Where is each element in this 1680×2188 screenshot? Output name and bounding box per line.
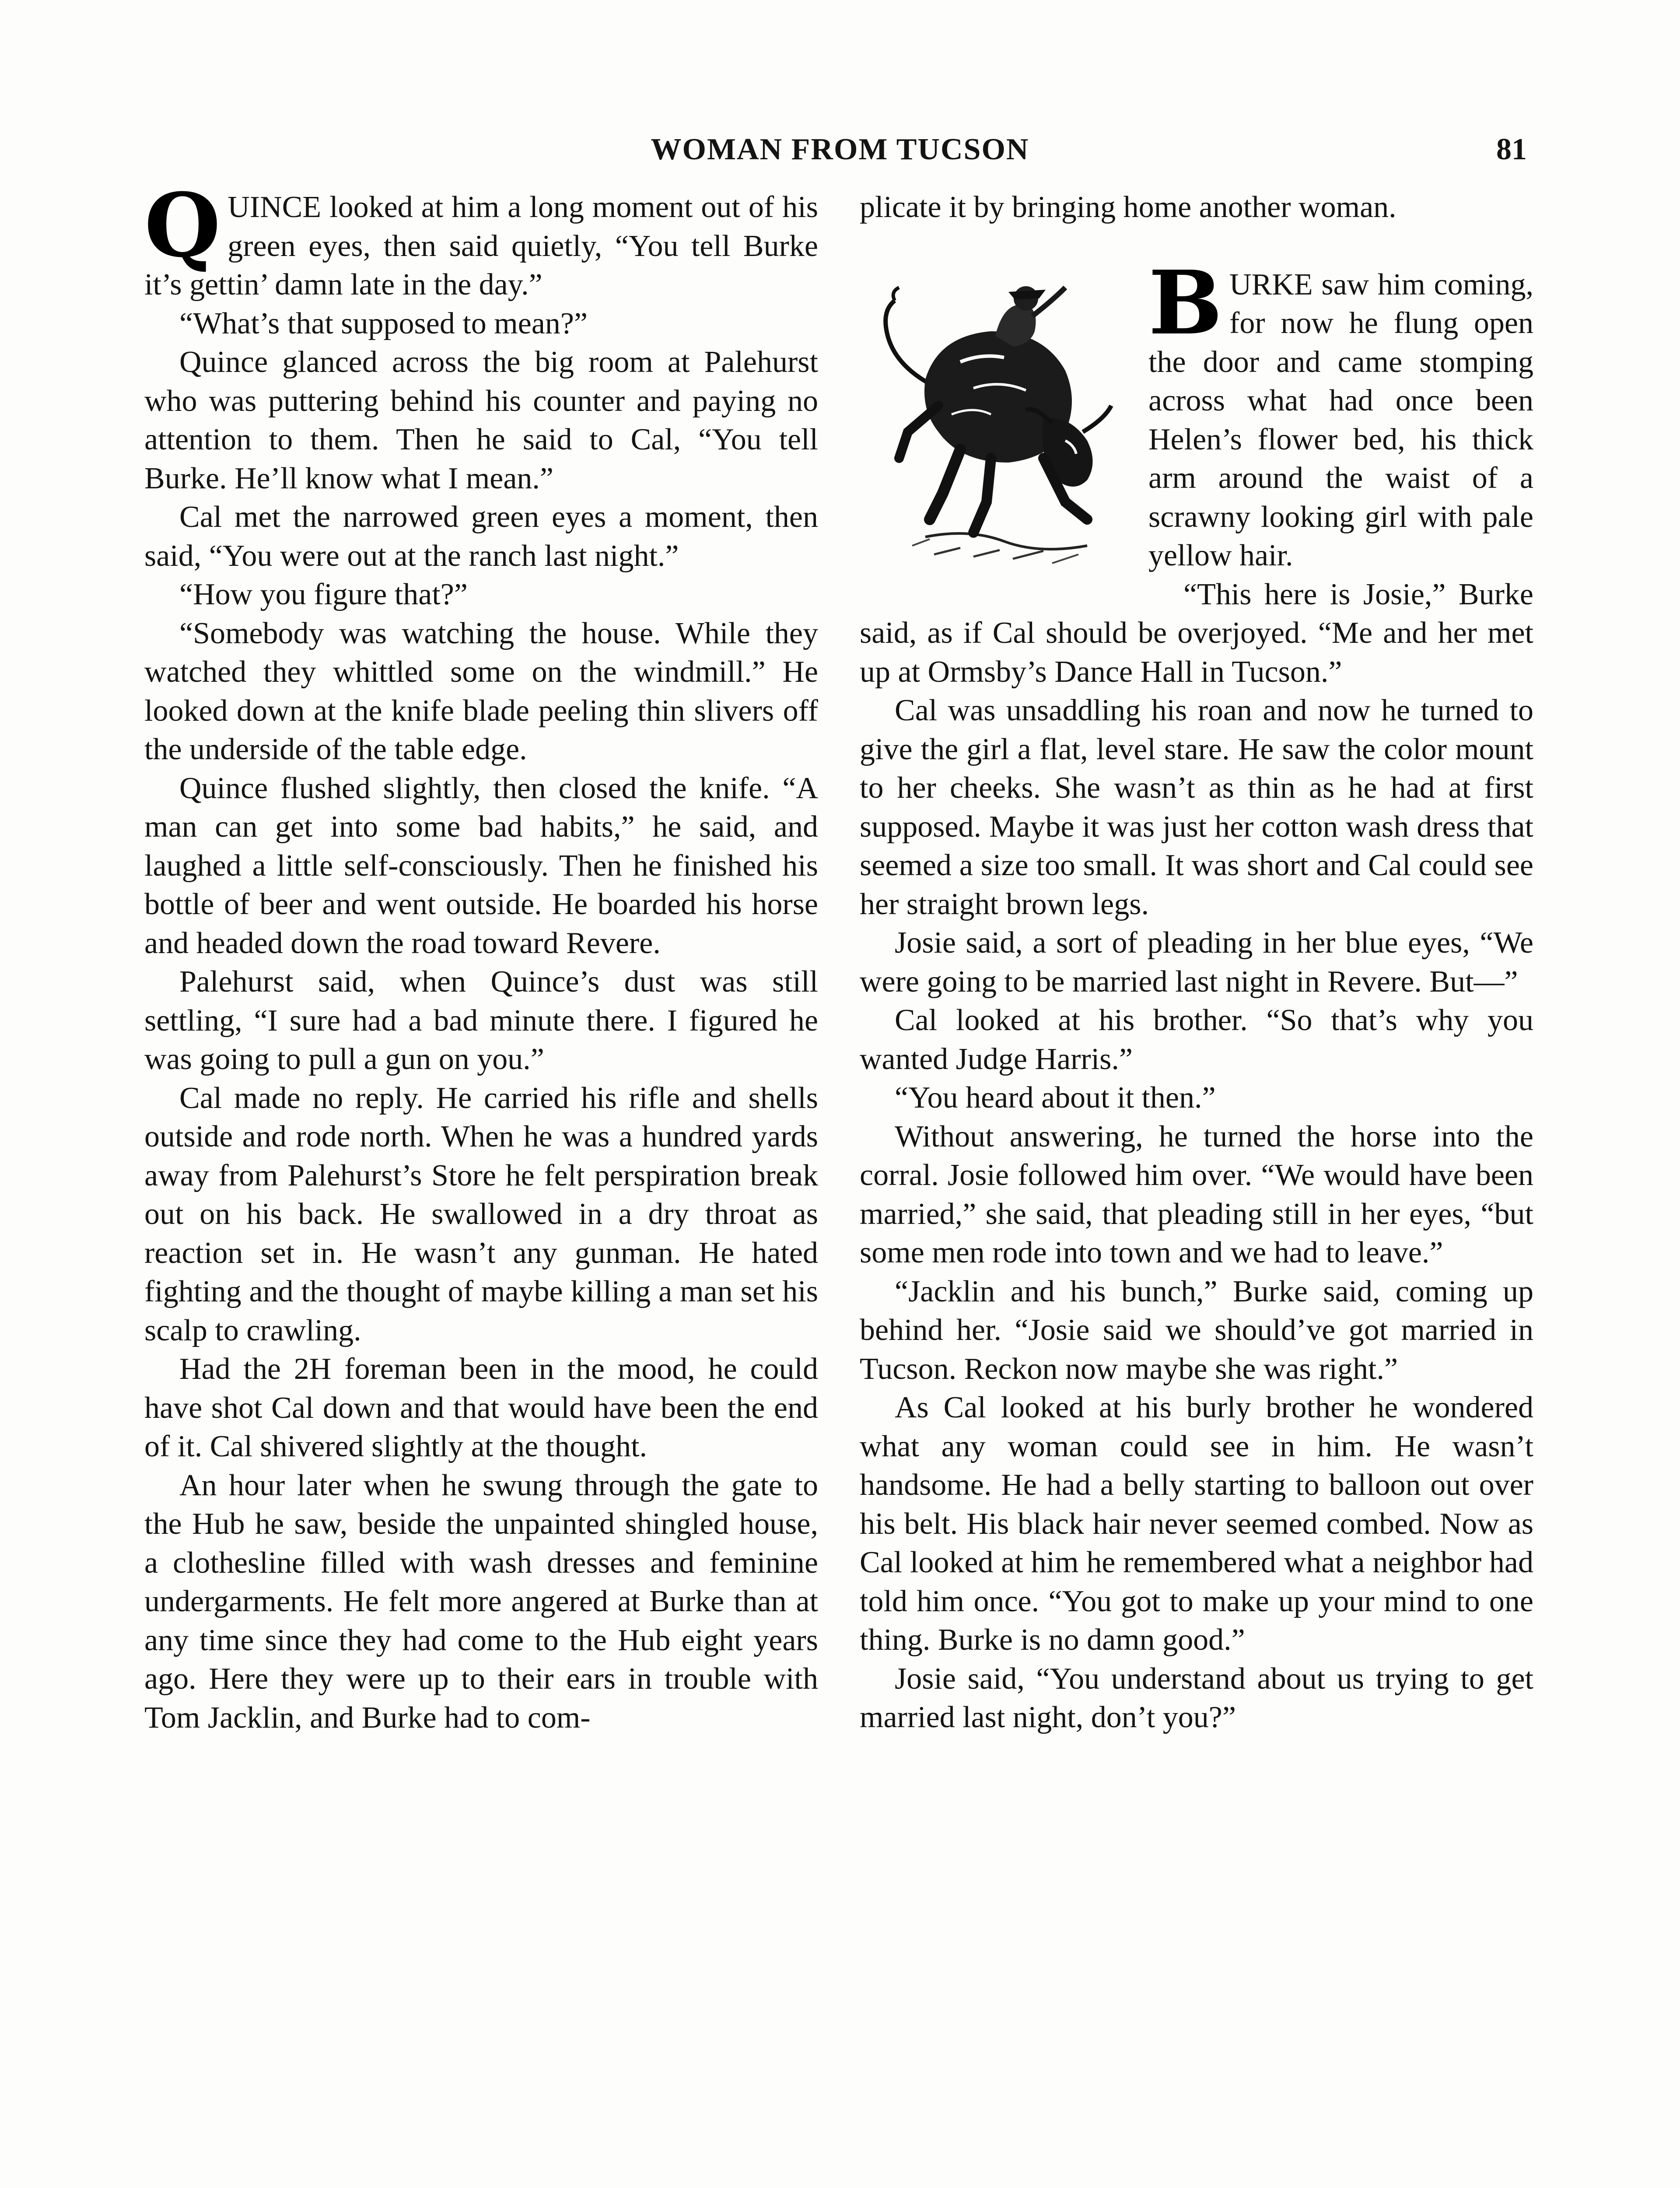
paragraph: “How you figure that?” bbox=[179, 578, 468, 611]
paragraph: “This here is Josie,” Burke said, as if Cal should be overjoyed. “Me and her met up at Ormsby’s Dance Hall in Tucson.” bbox=[860, 577, 1533, 689]
paragraph: Cal made no reply. He carried his rifle and shells outside and rode north. When he was a hundred yards away from Palehurst’s Store he felt perspiration break out on his back. He swallowed in a dry throat as reaction set in. He wasn’t any gunman. He hated fighting and the thought of maybe killing a man set his scalp to crawling. bbox=[144, 1081, 818, 1347]
paragraph: Without answering, he turned the horse into the corral. Josie followed him over. “We would have been married,” she said, that pleading still in her eyes, “but some men rode into town and we had to leave.” bbox=[860, 1119, 1533, 1269]
paragraph: plicate it by bringing home another woman. bbox=[860, 190, 1396, 224]
running-head-title: WOMAN FROM TUCSON bbox=[651, 133, 1029, 166]
paragraph: Cal was unsaddling his roan and now he turned to give the girl a flat, level stare. He saw the color mount to her cheeks. She wasn’t as thin as he had at first supposed. Maybe it was just her cotton wash dress that seemed a size too small. It was short and Cal could see her straight brown legs. bbox=[860, 694, 1533, 921]
paragraph: Palehurst said, when Quince’s dust was still settling, “I sure had a bad minute there. I figured he was going to pull a gun on you.” bbox=[144, 965, 818, 1076]
paragraph: Quince flushed slightly, then closed the knife. “A man can get into some bad habits,” he said, and laughed a little self-consciously. Then he finished his bottle of beer and went outside. He boarded his horse and headed down the road toward Revere. bbox=[144, 771, 818, 960]
paragraph: An hour later when he swung through the gate to the Hub he saw, beside the unpainted shingled house, a clothesline filled with wash dresses and feminine undergarments. He felt more angered at Burke than at any time since they had come to the Hub eight years ago. Here they were up to their ears in trouble with Tom Jacklin, and Burke had to com- bbox=[144, 1468, 818, 1735]
page-number: 81 bbox=[1496, 133, 1527, 166]
drop-cap: Q bbox=[144, 174, 221, 277]
paragraph-text: URKE saw him coming, for now he flung open the door and came stomping across what had once been Helen’s flower bed, his thick arm around the waist of a scrawny looking girl with pale yellow hair. bbox=[1148, 267, 1533, 572]
paragraph: Cal met the narrowed green eyes a moment, then said, “You were out at the ranch last night.” bbox=[144, 500, 818, 573]
paragraph bbox=[144, 174, 818, 305]
left-column bbox=[144, 174, 818, 1737]
paragraph: Josie said, “You understand about us trying to get married last night, don’t you?” bbox=[860, 1662, 1533, 1734]
paragraph-text: UINCE looked at him a long moment out of his green eyes, then said quietly, “You tell Burke it’s gettin’ damn late in the day.” bbox=[144, 190, 818, 302]
paragraph: Quince glanced across the big room at Palehurst who was puttering behind his counter and paying no attention to them. Then he said to Cal, “You tell Burke. He’ll know what I mean.” bbox=[144, 345, 818, 495]
paragraph: “Jacklin and his bunch,” Burke said, coming up behind her. “Josie said we should’ve got married in Tucson. Reckon now maybe she was right.” bbox=[860, 1274, 1533, 1386]
paragraph: Had the 2H foreman been in the mood, he could have shot Cal down and that would have been the end of it. Cal shivered slightly at the thought. bbox=[144, 1352, 818, 1463]
paragraph: Josie said, a sort of pleading in her blue eyes, “We were going to be married last night in Revere. But—” bbox=[860, 926, 1533, 999]
paragraph: “What’s that supposed to mean?” bbox=[179, 306, 588, 340]
paragraph: Cal looked at his brother. “So that’s why you wanted Judge Harris.” bbox=[860, 1003, 1533, 1076]
bucking-bull-illustration-icon bbox=[860, 274, 1131, 581]
right-column bbox=[860, 188, 1533, 1737]
paragraph: As Cal looked at his burly brother he wondered what any woman could see in him. He wasn’t handsome. He had a belly starting to balloon out over his belt. His black hair never seemed combed. Now as Cal looked at him he remembered what a neighbor had told him once. “You got to make up your mind to one thing. Burke is no damn good.” bbox=[860, 1391, 1533, 1657]
paragraph: “You heard about it then.” bbox=[895, 1081, 1216, 1115]
paragraph: “Somebody was watching the house. While they watched they whittled some on the windmill.” He looked down at the knife blade peeling thin slivers off the underside of the table edge. bbox=[144, 616, 818, 766]
drop-cap: B bbox=[1148, 251, 1223, 354]
